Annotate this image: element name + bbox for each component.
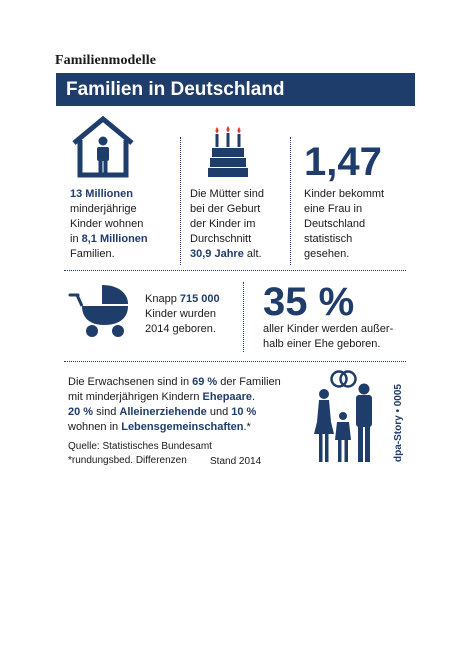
banner-title: Familien in Deutschland — [66, 79, 285, 100]
col3-line3: Deutschland — [304, 218, 366, 230]
col3-line5: gesehen. — [304, 248, 350, 260]
col1-line5: Familien. — [70, 248, 115, 260]
divider-vertical-2 — [290, 137, 291, 265]
adults-l4-pre: wohnen in — [68, 421, 122, 433]
col2-line5-post: alt. — [243, 248, 262, 260]
divider-vertical-1 — [180, 137, 181, 265]
house-person-icon — [70, 113, 136, 179]
col2-bold: 30,9 Jahre — [190, 248, 244, 260]
family-icon — [310, 364, 385, 464]
col2-line3: der Kinder im — [190, 218, 256, 230]
source-block — [68, 440, 212, 468]
stand-label: Stand 2014 — [210, 456, 262, 467]
outside-line1: aller Kinder werden außer- — [263, 323, 394, 335]
divider-horizontal-1 — [64, 270, 406, 271]
stroller-icon — [68, 283, 132, 339]
births-line3: 2014 geboren. — [145, 323, 216, 335]
source-line1: Quelle: Statistisches Bundesamt — [68, 441, 212, 452]
wedding-rings-icon — [332, 372, 356, 387]
source-line2: *rundungsbed. Differenzen — [68, 455, 187, 466]
col2-line1: Die Mütter sind — [190, 188, 264, 200]
adults-l3-mid: sind — [93, 406, 120, 418]
col1-text — [70, 187, 180, 262]
births-bold: 715 000 — [179, 293, 220, 305]
divider-horizontal-2 — [64, 361, 406, 362]
adults-l1-post: der Familien — [217, 376, 281, 388]
col1-line2: minderjährige — [70, 203, 137, 215]
adults-l4-post: .* — [243, 421, 251, 433]
col3-line4: statistisch — [304, 233, 353, 245]
banner — [56, 73, 415, 106]
outside-line2: halb einer Ehe geboren. — [263, 338, 381, 350]
births-text — [145, 292, 240, 337]
credit-label: dpa-Story • 0005 — [393, 384, 404, 462]
adults-l3-mid2: und — [206, 406, 232, 418]
outside-marriage-number: 35 % — [263, 280, 355, 324]
birthday-cake-icon — [208, 125, 248, 179]
col3-line1: Kinder bekommt — [304, 188, 385, 200]
adults-l4-bold: Lebensgemeinschaften — [121, 421, 244, 433]
births-pre: Knapp — [145, 293, 180, 305]
adults-l3-bold3: 10 % — [231, 406, 257, 418]
adults-text — [68, 375, 308, 435]
births-line2: Kinder wurden — [145, 308, 216, 320]
col3-line2: eine Frau in — [304, 203, 363, 215]
col1-line3: Kinder wohnen — [70, 218, 144, 230]
adults-l3-bold2: Alleinerziehende — [119, 406, 207, 418]
divider-vertical-3 — [243, 282, 244, 352]
col2-text — [190, 187, 290, 262]
col1-bold: 13 Millionen — [70, 188, 133, 200]
adults-l3-bold1: 20 % — [68, 406, 94, 418]
adults-l2-pre: mit minderjährigen Kindern — [68, 391, 203, 403]
col1-line4-pre: in — [70, 233, 82, 245]
children-per-woman-number: 1,47 — [304, 140, 382, 184]
adults-l1-pre: Die Erwachsenen sind in — [68, 376, 193, 388]
col2-line2: bei der Geburt — [190, 203, 261, 215]
adults-l2-bold: Ehepaare — [202, 391, 253, 403]
adults-l2-post: . — [252, 391, 256, 403]
col2-line4: Durchschnitt — [190, 233, 252, 245]
col1-line4-bold: 8,1 Millionen — [81, 233, 148, 245]
outside-text — [263, 322, 413, 352]
adults-l1-bold: 69 % — [192, 376, 218, 388]
page-title: Familienmodelle — [55, 53, 157, 68]
col3-text — [304, 187, 414, 262]
